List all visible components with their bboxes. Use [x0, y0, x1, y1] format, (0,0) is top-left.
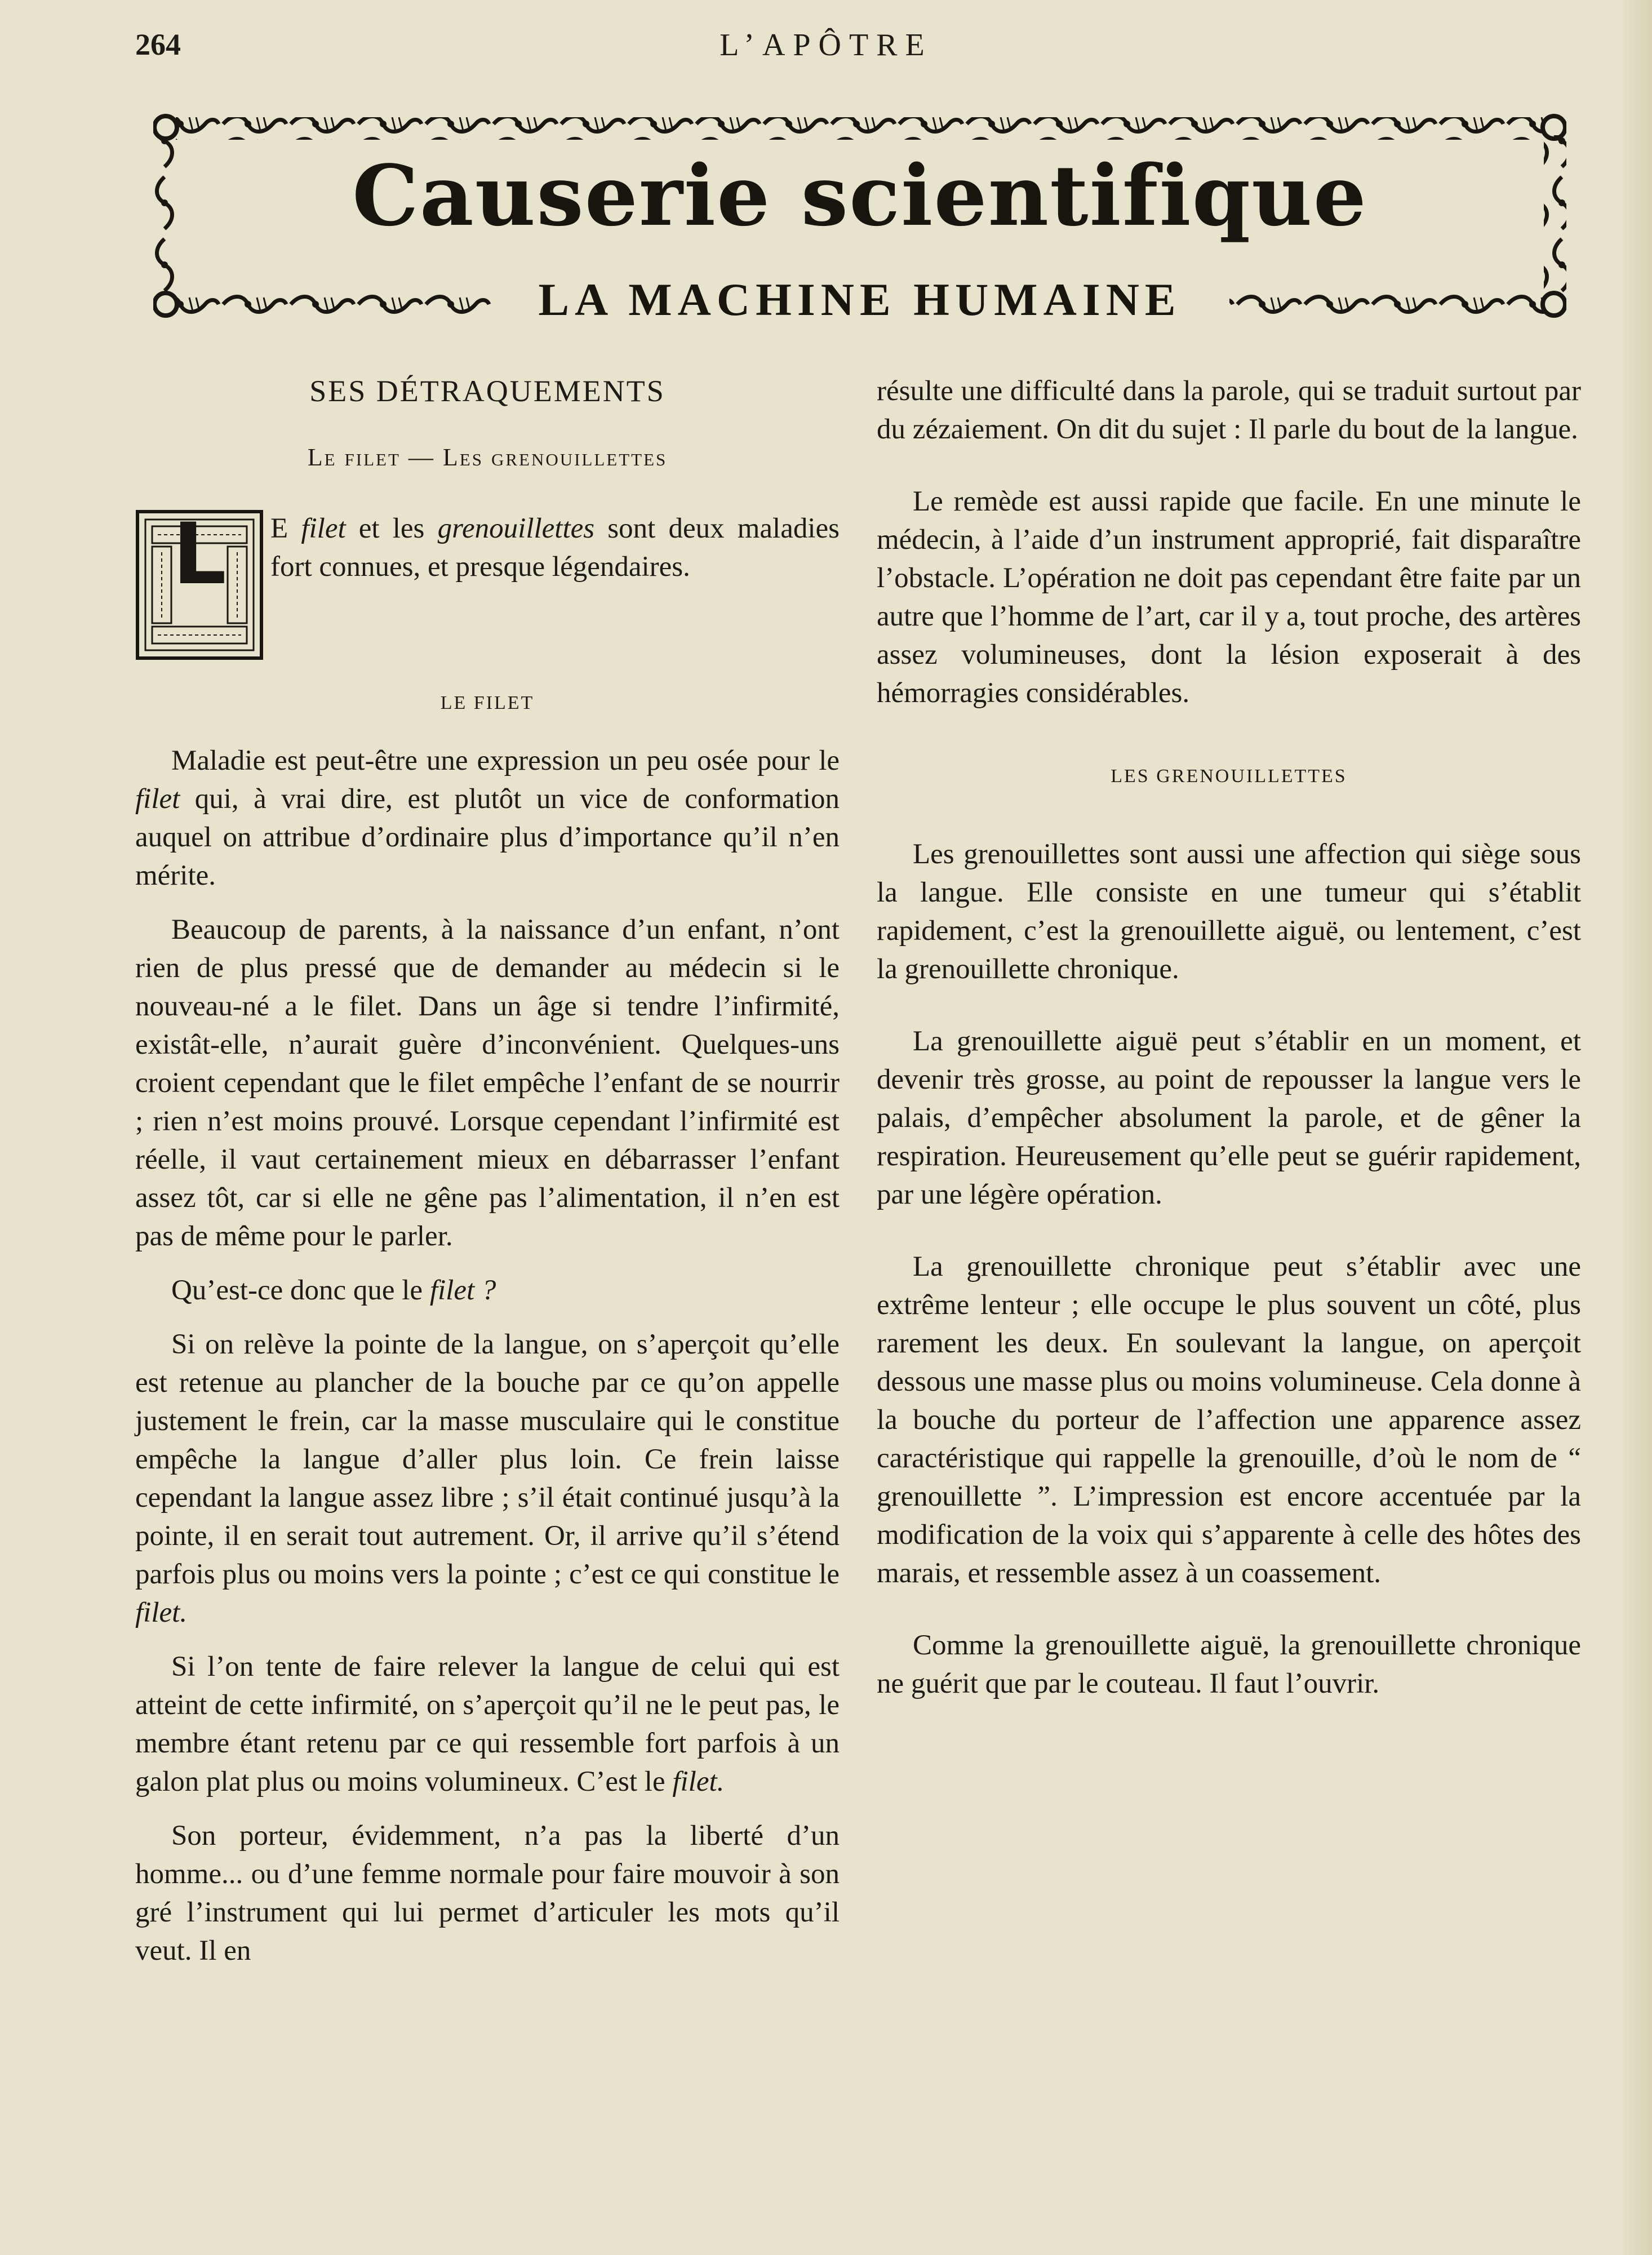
- subsection-title-text: Le filet — Les grenouillettes: [307, 443, 668, 471]
- paragraph: Son porteur, évidemment, n’a pas la liberté d’un homme... ou d’une femme normale pour faire mouvoir à son gré l’instrument qui lui permet d’articuler les mots qu’il veut. Il en: [135, 1820, 840, 1967]
- intro-text-a: E: [270, 513, 301, 544]
- paragraph-text: Qu’est-ce donc que le: [171, 1275, 430, 1306]
- right-column: [877, 372, 1581, 1719]
- running-head: [135, 27, 1517, 78]
- paragraph-italic: filet: [135, 783, 180, 815]
- paragraph: résulte une difficulté dans la parole, qui se traduit surtout par du zézaiement. On dit du sujet : Il parle du bout de la langue.: [877, 375, 1581, 445]
- paragraph-text: Maladie est peut-être une expression un peu osée pour le: [171, 745, 840, 776]
- paragraph: Comme la grenouillette aiguë, la grenouillette chronique ne guérit que par le couteau. Il faut l’ouvrir.: [877, 1630, 1581, 1699]
- paragraph-text: qui, à vrai dire, est plutôt un vice de conformation auquel on attribue d’ordinaire plus d’importance qu’il n’en mérite.: [135, 783, 840, 891]
- ornamental-banner: [153, 113, 1566, 334]
- paragraph: Beaucoup de parents, à la naissance d’un enfant, n’ont rien de plus pressé que de demander au médecin si le nouveau-né a le filet. Dans un âge si tendre l’infirmité, existât-elle, n’aurait guère d’inconvénient. Quelques-uns croient cependant que le filet empêche l’enfant de se nourrir ; rien n’est moins prouvé. Lorsque cependant l’infirmité est réelle, il vaut certainement mieux en débarrasser l’enfant assez tôt, car si elle ne gêne pas l’alimentation, il n’en est pas de même pour le parler.: [135, 914, 840, 1252]
- paragraph: [135, 1325, 840, 1632]
- intro-text-c: et les: [345, 513, 438, 544]
- intro-text-d: grenouillettes: [437, 513, 595, 544]
- subsection-title: [135, 438, 840, 477]
- paragraph: Le remède est aussi rapide que facile. En une minute le médecin, à l’aide d’un instrument approprié, fait disparaître l’obstacle. L’opération ne doit pas cependant être faite par un autre que l’homme de l’art, car il y a, tout proche, des artères assez volumineuses, dont la lésion exposerait à des hémorragies considérables.: [877, 486, 1581, 709]
- paragraph-italic: filet.: [672, 1766, 725, 1797]
- paragraph-italic: filet ?: [429, 1275, 496, 1306]
- paragraph-italic: filet.: [135, 1597, 188, 1628]
- page-edge-shadow: [1618, 0, 1652, 2255]
- paragraph: [135, 1648, 840, 1801]
- banner-title: Causerie scientifique: [352, 147, 1367, 245]
- paragraph: [135, 742, 840, 895]
- running-title: L’APÔTRE: [720, 28, 932, 63]
- paragraph: Les grenouillettes sont aussi une affection qui siège sous la langue. Elle consiste en une tumeur qui s’établit rapidement, c’est la grenouillette aiguë, ou lentement, c’est la grenouillette chronique.: [877, 838, 1581, 985]
- paragraph-text: Si l’on tente de faire relever la langue de celui qui est atteint de cette infirmité, on s’aperçoit qu’il ne le peut pas, le membre étant retenu par ce qui ressemble fort parfois à un galon plat plus ou moins volumineux. C’est le: [135, 1651, 840, 1797]
- intro-paragraph: [135, 505, 840, 667]
- intro-text-e: sont deux maladies fort connues, et presque légendaires.: [270, 513, 840, 583]
- paragraph: La grenouillette aiguë peut s’établir en un moment, et devenir très grosse, au point de repousser la langue vers le palais, d’empêcher absolument la parole, et de gêner la respiration. Heureusement qu’elle peut se guérir rapidement, par une légère opération.: [877, 1026, 1581, 1210]
- left-column: [135, 372, 840, 1986]
- section-title: SES DÉTRAQUEMENTS: [309, 374, 665, 408]
- page-number: 264: [135, 28, 181, 61]
- filet-heading: LE FILET: [440, 693, 535, 713]
- intro-text-b: filet: [301, 513, 346, 544]
- paragraph-text: Si on relève la pointe de la langue, on s’aperçoit qu’elle est retenue au plancher de la bouche par ce qu’on appelle justement le frein, car la masse musculaire qui le constitue empêche la langue d’aller plus loin. Ce frein laisse cependant la langue assez libre ; s’il était continué jusqu’à la pointe, il en serait tout autrement. Or, il arrive qu’il s’étend parfois plus ou moins vers la pointe ; c’est ce qui constitue le: [135, 1329, 840, 1590]
- banner-subtitle: LA MACHINE HUMAINE: [538, 274, 1182, 325]
- paragraph: La grenouillette chronique peut s’établir avec une extrême lenteur ; elle occupe le plus souvent un côté, plus rarement les deux. En soulevant la langue, on aperçoit dessous une masse plus ou moins volumineuse. Cela donne à la bouche du porteur de l’affection une apparence assez caractéristique qui rappelle la grenouille, d’où le nom de “ grenouillette ”. L’impression est encore accentuée par la modification de la voix qui s’apparente à celle des hôtes des marais, et ressemble assez à un coassement.: [877, 1251, 1581, 1589]
- grenouillettes-heading: LES GRENOUILLETTES: [1111, 766, 1347, 787]
- drop-cap-letter: L: [172, 505, 227, 603]
- paragraph: [135, 1271, 840, 1310]
- drop-cap: [135, 505, 264, 660]
